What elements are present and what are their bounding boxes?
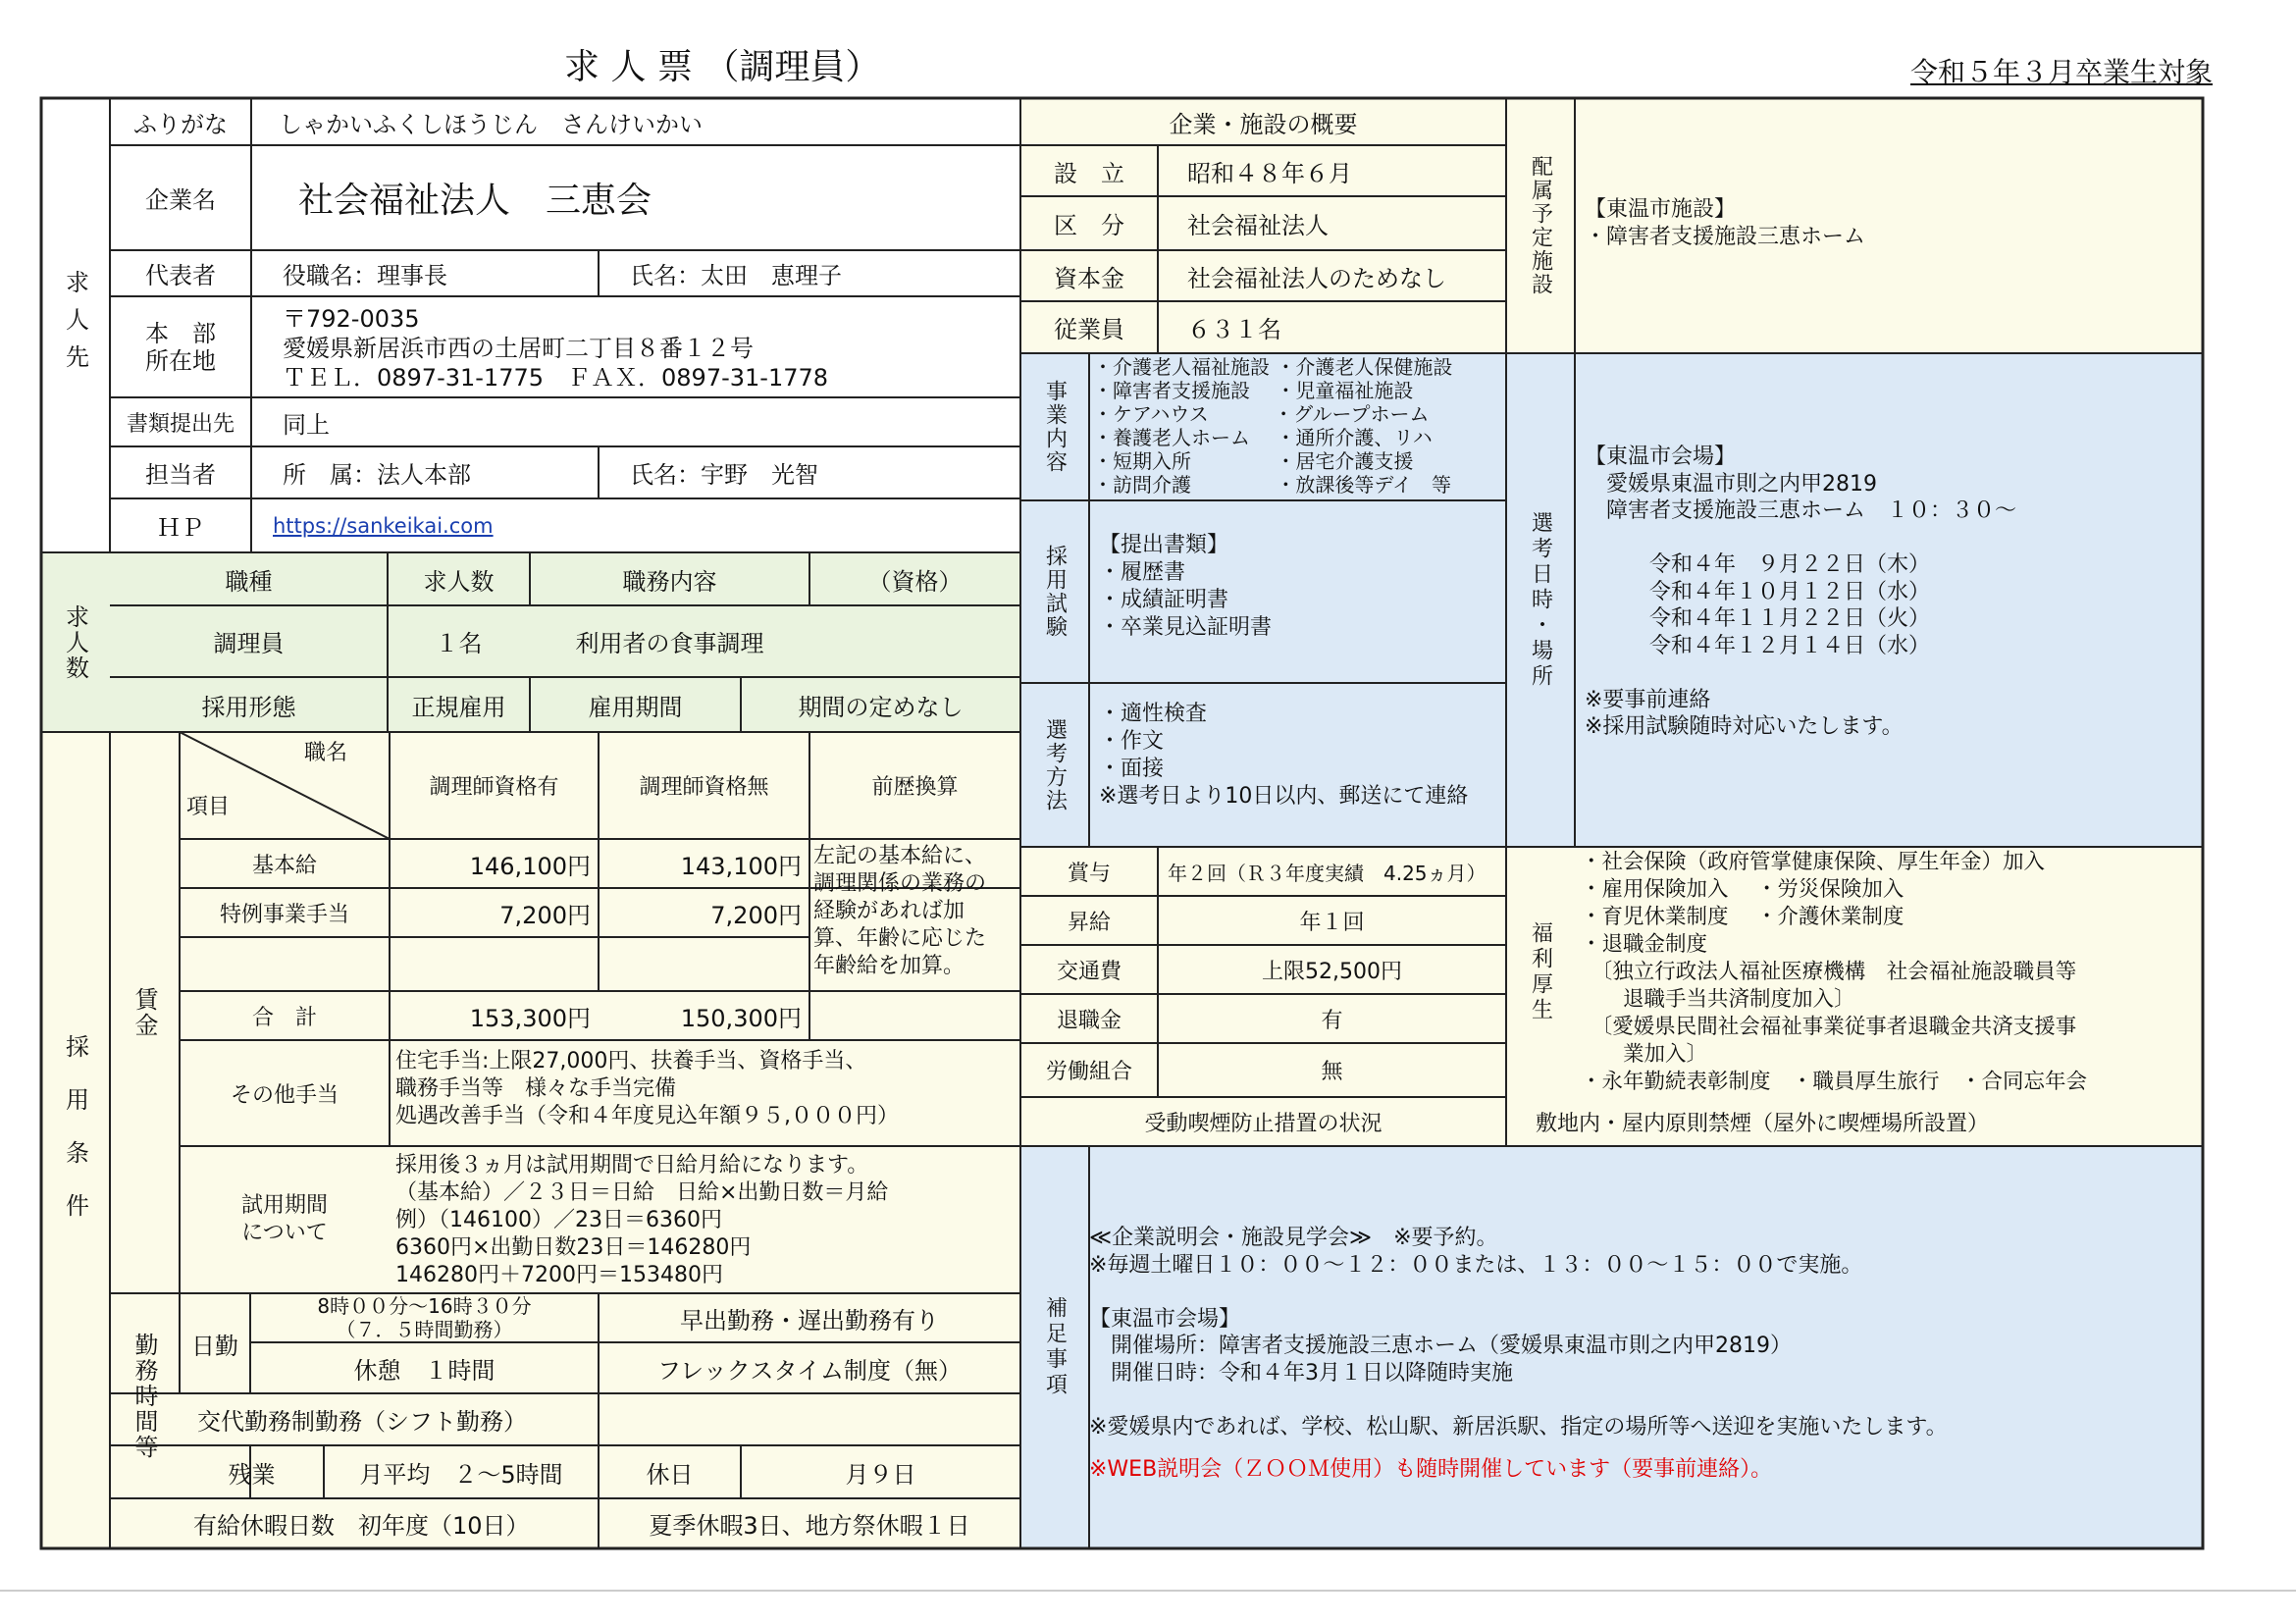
early-late-shift: 早出勤務・遅出勤務有り — [680, 1306, 939, 1335]
job-type: 調理員 — [213, 630, 285, 657]
docs-label: 書類提出先 — [126, 411, 235, 437]
side-saiyoshiken: 採用試験 — [1042, 545, 1068, 639]
capital-value: 社会福祉法人のためなし — [1187, 264, 1446, 292]
raise-value: 年１回 — [1299, 910, 1365, 935]
summer-leave: 夏季休暇3日、地方祭休暇１日 — [649, 1512, 970, 1540]
page-title: 求 人 票 （調理員） — [564, 46, 881, 87]
type-label: 区 分 — [1054, 212, 1124, 239]
smoking-label: 受動喫煙防止措置の状況 — [1144, 1111, 1383, 1136]
selection-method: ・適性検査 ・作文 ・面接 ※選考日より10日以内、郵送にて連絡 — [1099, 702, 1469, 809]
side-jigyo: 事業内容 — [1042, 380, 1068, 474]
side-saiyo: 採用条件 — [61, 1034, 89, 1246]
holiday-value: 月９日 — [845, 1460, 916, 1489]
est-value: 昭和４８年６月 — [1187, 159, 1352, 187]
contact-name: 氏名：宇野 光智 — [630, 461, 818, 489]
union-value: 無 — [1321, 1060, 1343, 1084]
side-hosoku: 補足事項 — [1042, 1296, 1068, 1398]
hp-label: ＨＰ — [157, 514, 204, 542]
base-salary-label: 基本給 — [251, 853, 317, 878]
overtime-label: 残業 — [228, 1460, 276, 1489]
contact-dept: 所 属：法人本部 — [283, 461, 471, 489]
employees-label: 従業員 — [1054, 316, 1124, 343]
special-allowance-label: 特例事業手当 — [219, 902, 349, 927]
rep-name: 氏名：太田 恵理子 — [630, 262, 842, 289]
employment-form: 正規雇用 — [411, 693, 506, 721]
total-2: 150,300円 — [680, 1004, 802, 1032]
transport-value: 上限52,500円 — [1262, 959, 1402, 984]
retirement-value: 有 — [1321, 1008, 1343, 1033]
company-name: 社会福祉法人 三恵会 — [298, 181, 652, 221]
overview-header: 企業・施設の概要 — [1169, 110, 1358, 138]
rep-title: 役職名：理事長 — [283, 262, 447, 289]
wage-note: 左記の基本給に、 調理関係の業務の 経験があれば加 算、年齢に応じた 年齢給を加算。 — [813, 844, 987, 978]
docs-value: 同上 — [283, 410, 330, 439]
wage-col2-header: 調理師資格無 — [639, 775, 769, 800]
company-name-label: 企業名 — [145, 186, 216, 214]
base-salary-2: 143,100円 — [680, 852, 802, 880]
est-label: 設 立 — [1054, 159, 1124, 187]
day-shift-time: 8時００分〜16時３０分 （７．５時間勤務） — [317, 1294, 532, 1341]
job-duty-header: 職務内容 — [622, 567, 717, 596]
furigana-label: ふりがな — [133, 110, 228, 138]
business-content: ・介護老人福祉施設 ・介護老人保健施設 ・障害者支援施設 ・児童福祉施設 ・ケアハウス ・グループホーム ・養護老人ホーム ・通所介護、リハ ・短期入所 ・居宅介護支援 ・訪問介護 ・放課後等デイ 等 — [1093, 355, 1453, 497]
employment-period-label: 雇用期間 — [588, 693, 683, 721]
job-duty: 利用者の食事調理 — [575, 630, 764, 657]
flex-time: フレックスタイム制度（無） — [656, 1356, 963, 1385]
trial-period-label: 試用期間 について — [240, 1193, 328, 1245]
exam-docs: 【提出書類】 ・履歴書 ・成績証明書 ・卒業見込証明書 — [1099, 533, 1273, 640]
break-time: 休憩 １時間 — [353, 1356, 496, 1385]
total-label: 合 計 — [251, 1005, 317, 1030]
total-1: 153,300円 — [469, 1004, 591, 1032]
side-kyujinsaki: 求人先 — [61, 269, 89, 382]
job-count-header: 求人数 — [423, 567, 495, 596]
wage-header-shokumei: 職名 — [304, 741, 348, 765]
bonus-value: 年２回（Ｒ３年度実績 4.25ヵ月） — [1168, 861, 1487, 885]
contact-label: 担当者 — [145, 461, 216, 489]
other-allowance-label: その他手当 — [230, 1082, 339, 1108]
side-fukuri: 福利厚生 — [1528, 920, 1553, 1023]
side-senkou: 選考日時・場所 — [1528, 510, 1553, 690]
wage-col3-header: 前歴換算 — [871, 775, 959, 800]
selection-schedule: 【東温市会場】 愛媛県東温市則之内甲2819 障害者支援施設三恵ホーム １０：３０〜 令和４年 ９月２２日（木） 令和４年１０月１２日（水） 令和４年１１月２２日（火） 令和４年１２月１４日（水） ※要事前連絡 ※採用試験随時対応いたします。 — [1585, 445, 2017, 739]
bonus-label: 賞与 — [1067, 861, 1111, 886]
address-value: 〒792-0035 愛媛県新居浜市西の土居町二丁目８番１２号 ＴＥＬ．0897-31-1775 ＦＡＸ．0897-31-1778 — [283, 305, 829, 392]
smoking-value: 敷地内・屋内原則禁煙（屋外に喫煙場所設置） — [1536, 1111, 1990, 1136]
employment-period: 期間の定めなし — [798, 693, 964, 721]
wage-header-koumoku: 項目 — [186, 795, 231, 819]
employment-form-label: 採用形態 — [201, 693, 296, 721]
trial-period: 採用後３ヵ月は試用期間で日給月給になります。 （基本給）／２３日＝日給 日給×出勤日数＝月給 例）（146100）／23日＝6360円 6360円×出勤日数23日＝146280円 146280円＋7200円＝153480円 — [395, 1153, 889, 1287]
paid-leave: 有給休暇日数 初年度（10日） — [193, 1512, 530, 1540]
side-kinmu: 勤務時間等 — [130, 1332, 158, 1460]
supplement-web-notice: ※WEB説明会（ＺＯＯＭ使用）も随時開催しています（要事前連絡）。 — [1089, 1456, 1773, 1482]
address-label: 本 部 所在地 — [145, 319, 216, 375]
hp-link[interactable]: https://sankeikai.com — [273, 513, 494, 538]
holiday-label: 休日 — [646, 1460, 694, 1489]
welfare-list: ・社会保険（政府管掌健康保険、厚生年金）加入 ・雇用保険加入 ・労災保険加入 ・育児休業制度 ・介護休業制度 ・退職金制度 〔独立行政法人福祉医療機構 社会福祉施設職員等 退職手当共済制度加入〕 〔愛媛県民間社会福祉事業従事者退職金共済支援事 業加入〕 ・永年勤続表彰制度 ・職員厚生旅行 ・合同忘年会 — [1581, 850, 2088, 1094]
wage-col1-header: 調理師資格有 — [429, 775, 559, 800]
shift-work: 交代勤務制勤務（シフト勤務） — [197, 1408, 527, 1436]
special-allowance-1: 7,200円 — [499, 901, 591, 929]
rep-label: 代表者 — [145, 262, 216, 289]
union-label: 労働組合 — [1045, 1060, 1132, 1084]
day-shift-label: 日勤 — [191, 1332, 238, 1360]
side-senkohoho: 選考方法 — [1042, 717, 1068, 812]
base-salary-1: 146,100円 — [469, 852, 591, 880]
employees-value: ６３１名 — [1187, 316, 1281, 343]
retirement-label: 退職金 — [1056, 1008, 1122, 1033]
supplement-text: ≪企業説明会・施設見学会≫ ※要予約。 ※毎週土曜日１０：００〜１２：００または、１３：００〜１５：００で実施。 【東温市会場】 開催場所：障害者支援施設三恵ホーム（愛媛県東温市則之内甲2819） 開催日時：令和４年3月１日以降随時実施 ※愛媛県内であれば、学校、松山駅、新居浜駅、指定の場所等へ送迎を実施いたします。 — [1089, 1226, 1948, 1440]
job-qual-header: （資格） — [867, 567, 963, 596]
side-haizoku: 配属予定施設 — [1528, 155, 1553, 296]
job-count: １名 — [435, 630, 483, 657]
furigana-value: しゃかいふくしほうじん さんけいかい — [279, 110, 703, 138]
placement-facility: 【東温市施設】 ・障害者支援施設三恵ホーム — [1585, 197, 1866, 249]
target-graduates: 令和５年３月卒業生対象 — [1909, 56, 2213, 88]
side-kyujinsu: 求人数 — [61, 603, 89, 681]
capital-label: 資本金 — [1054, 264, 1124, 292]
transport-label: 交通費 — [1056, 959, 1122, 984]
type-value: 社会福祉法人 — [1187, 212, 1329, 239]
job-type-header: 職種 — [225, 567, 273, 596]
raise-label: 昇給 — [1067, 910, 1111, 935]
other-allowance: 住宅手当:上限27,000円、扶養手当、資格手当、 職務手当等 様々な手当完備 処遇改善手当（令和４年度見込年額９５,０００円） — [395, 1049, 899, 1128]
overtime-value: 月平均 ２〜5時間 — [359, 1460, 563, 1489]
side-chingin: 賃金 — [130, 987, 158, 1038]
special-allowance-2: 7,200円 — [710, 901, 802, 929]
